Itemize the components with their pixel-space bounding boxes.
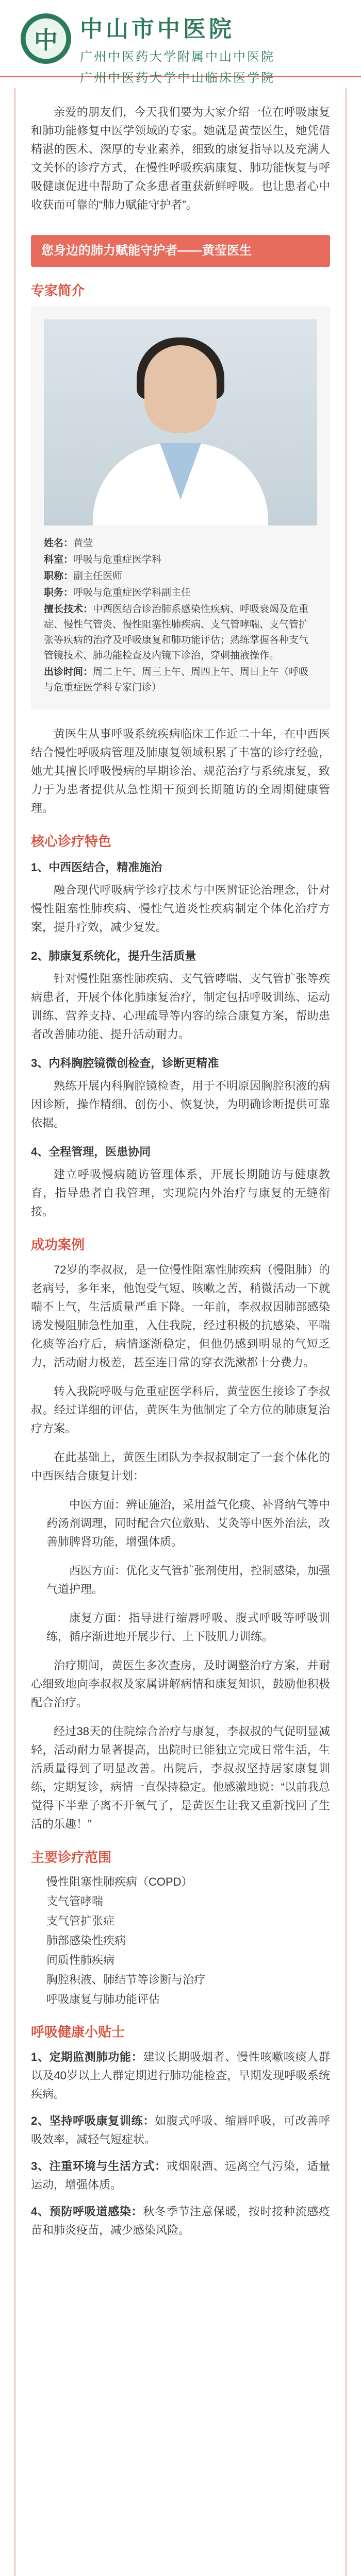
feature-list [31, 858, 330, 1221]
hospital-affiliation-1: 广州中医药大学附属中山中医院 [80, 49, 275, 64]
core-features-title: 核心诊疗特色 [31, 834, 112, 849]
doctor-dept [44, 552, 317, 568]
range-title: 主要诊疗范围 [31, 1850, 112, 1865]
dept-value: 呼吸与危重症医学科 [73, 554, 162, 565]
header [0, 0, 361, 85]
range-item: 间质性肺疾病 [46, 1954, 115, 1967]
range-item: 支气管哮喘 [46, 1895, 104, 1908]
doctor-card [31, 307, 330, 709]
range-item: 呼吸康复与肺功能评估 [46, 1993, 160, 2006]
title-value: 副主任医师 [73, 571, 123, 582]
case-paragraph: 治疗期间，黄医生多次查房，及时调整治疗方案，并耐心细致地向李叔叔及家属讲解病情和康复知识，鼓励他积极配合治疗。 [31, 1659, 330, 1709]
schedule-label: 出诊时间： [44, 667, 93, 677]
specialty-label: 擅长技术： [44, 604, 93, 615]
doctor-role [44, 585, 317, 601]
feature-text: 熟练开展内科胸腔镜检查，用于不明原因胸腔积液的病因诊断，操作精细、创伤小、恢复快，为明确诊断提供可靠依据。 [31, 1079, 330, 1129]
case-paragraph: 72岁的李叔叔，是一位慢性阻塞性肺疾病（慢阻肺）的老病号，多年来，他饱受气短、咳嗽之苦，稍微活动一下就喘不上气，生活质量严重下降。一年前，李叔叔因肺部感染诱发慢阻肺急性加重，入住我院，经过积极的抗感染、平喘化痰等治疗后，病情逐渐稳定，但他仍感到明显的气短乏力，活动耐力极差，甚至连日常的穿衣洗漱都十分费力。 [31, 1263, 330, 1369]
doctor-title [44, 569, 317, 584]
tip-title: 4、预防呼吸道感染： [31, 2205, 143, 2218]
feature-item [31, 1143, 330, 1221]
profile-title: 专家简介 [31, 283, 85, 298]
range-list [31, 1873, 330, 2008]
tip-item [31, 2157, 330, 2194]
tips-list [31, 2048, 330, 2240]
tip-title: 1、定期监测肺功能： [31, 2050, 143, 2063]
case-paragraph: 康复方面：指导进行缩唇呼吸、腹式呼吸等呼吸训练，循序渐进地开展步行、上下肢肌力训练。 [46, 1612, 330, 1643]
intro-paragraph: 亲爱的朋友们，今天我们要为大家介绍一位在呼吸康复和肺功能修复中医学领域的专家。她就是黄莹医生，她凭借精湛的医术、深厚的专业素养，细致的康复指导以及充满人文关怀的诊疗方式，在慢性呼吸疾病康复、肺功能恢复与呼吸健康促进中帮助了众多患者重获新鲜呼吸。也让患者心中收获而可靠的“肺力赋能守护者”。 [31, 106, 330, 211]
tip-text: 建议长期吸烟者、慢性咳嗽咳痰人群以及40岁以上人群定期进行肺功能检查，早期发现呼吸系统疾病。 [31, 2050, 330, 2100]
feature-title: 4、全程管理，医患协同 [31, 1145, 151, 1158]
case-title: 成功案例 [31, 1237, 85, 1252]
range-item: 支气管扩张症 [46, 1914, 115, 1927]
tip-item [31, 2112, 330, 2149]
doctor-overview: 黄医生从事呼吸系统疾病临床工作近二十年，在中西医结合慢性呼吸病管理及肺康复领域积累了丰富的诊疗经验，她尤其擅长呼吸慢病的早期诊治、规范治疗与系统康复，致力于为患者提供从急性期干预到长期随访的全周期健康管理。 [31, 727, 330, 815]
case-paragraph: 中医方面：辨证施治，采用益气化痰、补肾纳气等中药汤剂调理，同时配合穴位敷贴、艾灸等中医外治法，改善肺脾肾功能，增强体质。 [46, 1498, 331, 1548]
case-paragraph: 在此基础上，黄医生团队为李叔叔制定了一套个体化的中西医结合康复计划： [31, 1451, 330, 1482]
name-label: 姓名： [44, 538, 74, 549]
hospital-logo [21, 13, 71, 64]
feature-title: 2、肺康复系统化，提升生活质量 [31, 950, 196, 962]
specialty-value: 中西医结合诊治肺系感染性疾病、呼吸衰竭及危重症、慢性气管炎、慢性阻塞性肺疾病、支气管哮喘、支气管扩张等疾病的治疗及呼吸康复和肺功能评估；熟练掌握各种支气管镜技术、肺功能检查及内镜下诊治，穿刺抽液操作。 [44, 604, 309, 661]
feature-title: 1、中西医结合，精准施治 [31, 861, 162, 874]
range-item: 慢性阻塞性肺疾病（COPD） [46, 1875, 193, 1888]
article-frame [14, 88, 347, 2576]
case-paragraph: 西医方面：优化支气管扩张剂使用，控制感染，加强气道护理。 [46, 1564, 331, 1596]
doctor-specialty [44, 602, 317, 664]
name-value: 黄莹 [73, 538, 93, 549]
tips-title: 呼吸健康小贴士 [31, 2024, 125, 2040]
range-item: 肺部感染性疾病 [46, 1934, 126, 1947]
hospital-affiliation-2: 广州中医药大学中山临床医学院 [80, 71, 275, 85]
case-paragraph: 经过38天的住院综合治疗与康复，李叔叔的气促明显减轻，活动耐力显著提高，出院时已能独立完成日常生活，生活质量得到了明显改善。出院后，李叔叔坚持居家康复训练，定期复诊，病情一直保持稳定。他感激地说：“以前我总觉得下半辈子离不开氧气了，是黄医生让我又重新找回了生活的乐趣！” [31, 1725, 330, 1831]
tip-text: 如腹式呼吸、缩唇呼吸，可改善呼吸效率，减轻气短症状。 [31, 2114, 330, 2146]
feature-text: 建立呼吸慢病随访管理体系，开展长期随访与健康教育，指导患者自我管理，实现院内外治疗与康复的无缝衔接。 [31, 1168, 330, 1218]
doctor-banner: 您身边的肺力赋能守护者——黄莹医生 [31, 235, 330, 267]
tip-title: 2、坚持呼吸康复训练： [31, 2114, 155, 2127]
brand-block [80, 10, 351, 86]
feature-title: 3、内科胸腔镜微创检查，诊断更精准 [31, 1057, 219, 1070]
schedule-value: 周二上午、周三上午、周四上午、周日上午（呼吸与危重症医学科专家门诊） [44, 667, 309, 693]
tip-text: 秋冬季节注意保暖，按时接种流感疫苗和肺炎疫苗，减少感染风险。 [31, 2205, 330, 2236]
tip-title: 3、注重环境与生活方式： [31, 2160, 167, 2173]
dept-label: 科室： [44, 554, 74, 565]
title-label: 职称： [44, 571, 74, 582]
feature-text: 针对慢性阻塞性肺疾病、支气管哮喘、支气管扩张等疾病患者，开展个体化肺康复治疗，制定包括呼吸训练、运动训练、营养支持、心理疏导等内容的综合康复方案，帮助患者改善肺功能、提升活动耐力。 [31, 972, 330, 1041]
feature-item [31, 1054, 330, 1132]
doctor-schedule [44, 665, 317, 696]
doctor-name [44, 536, 317, 551]
tip-text: 戒烟限酒、远离空气污染，适量运动，增强体质。 [31, 2160, 330, 2191]
doctor-photo [44, 319, 317, 526]
range-item: 胸腔积液、肺结节等诊断与治疗 [46, 1973, 206, 1986]
hospital-name: 中山市中医院 [80, 16, 235, 42]
role-value: 呼吸与危重症医学科副主任 [73, 587, 191, 598]
tip-item [31, 2202, 330, 2240]
feature-item [31, 947, 330, 1044]
logo-char: 中 [34, 26, 58, 54]
feature-text: 融合现代呼吸病学诊疗技术与中医辨证论治理念，针对慢性阻塞性肺疾病、慢性气道炎性疾病制定个体化治疗方案，提升疗效，减少复发。 [31, 884, 330, 934]
tip-item [31, 2048, 330, 2104]
photo-head [144, 345, 217, 433]
case-paragraph: 转入我院呼吸与危重症医学科后，黄莹医生接诊了李叔叔。经过详细的评估，黄医生为他制定了全方位的肺康复治疗方案。 [31, 1385, 330, 1435]
role-label: 职务： [44, 587, 74, 598]
feature-item [31, 858, 330, 937]
